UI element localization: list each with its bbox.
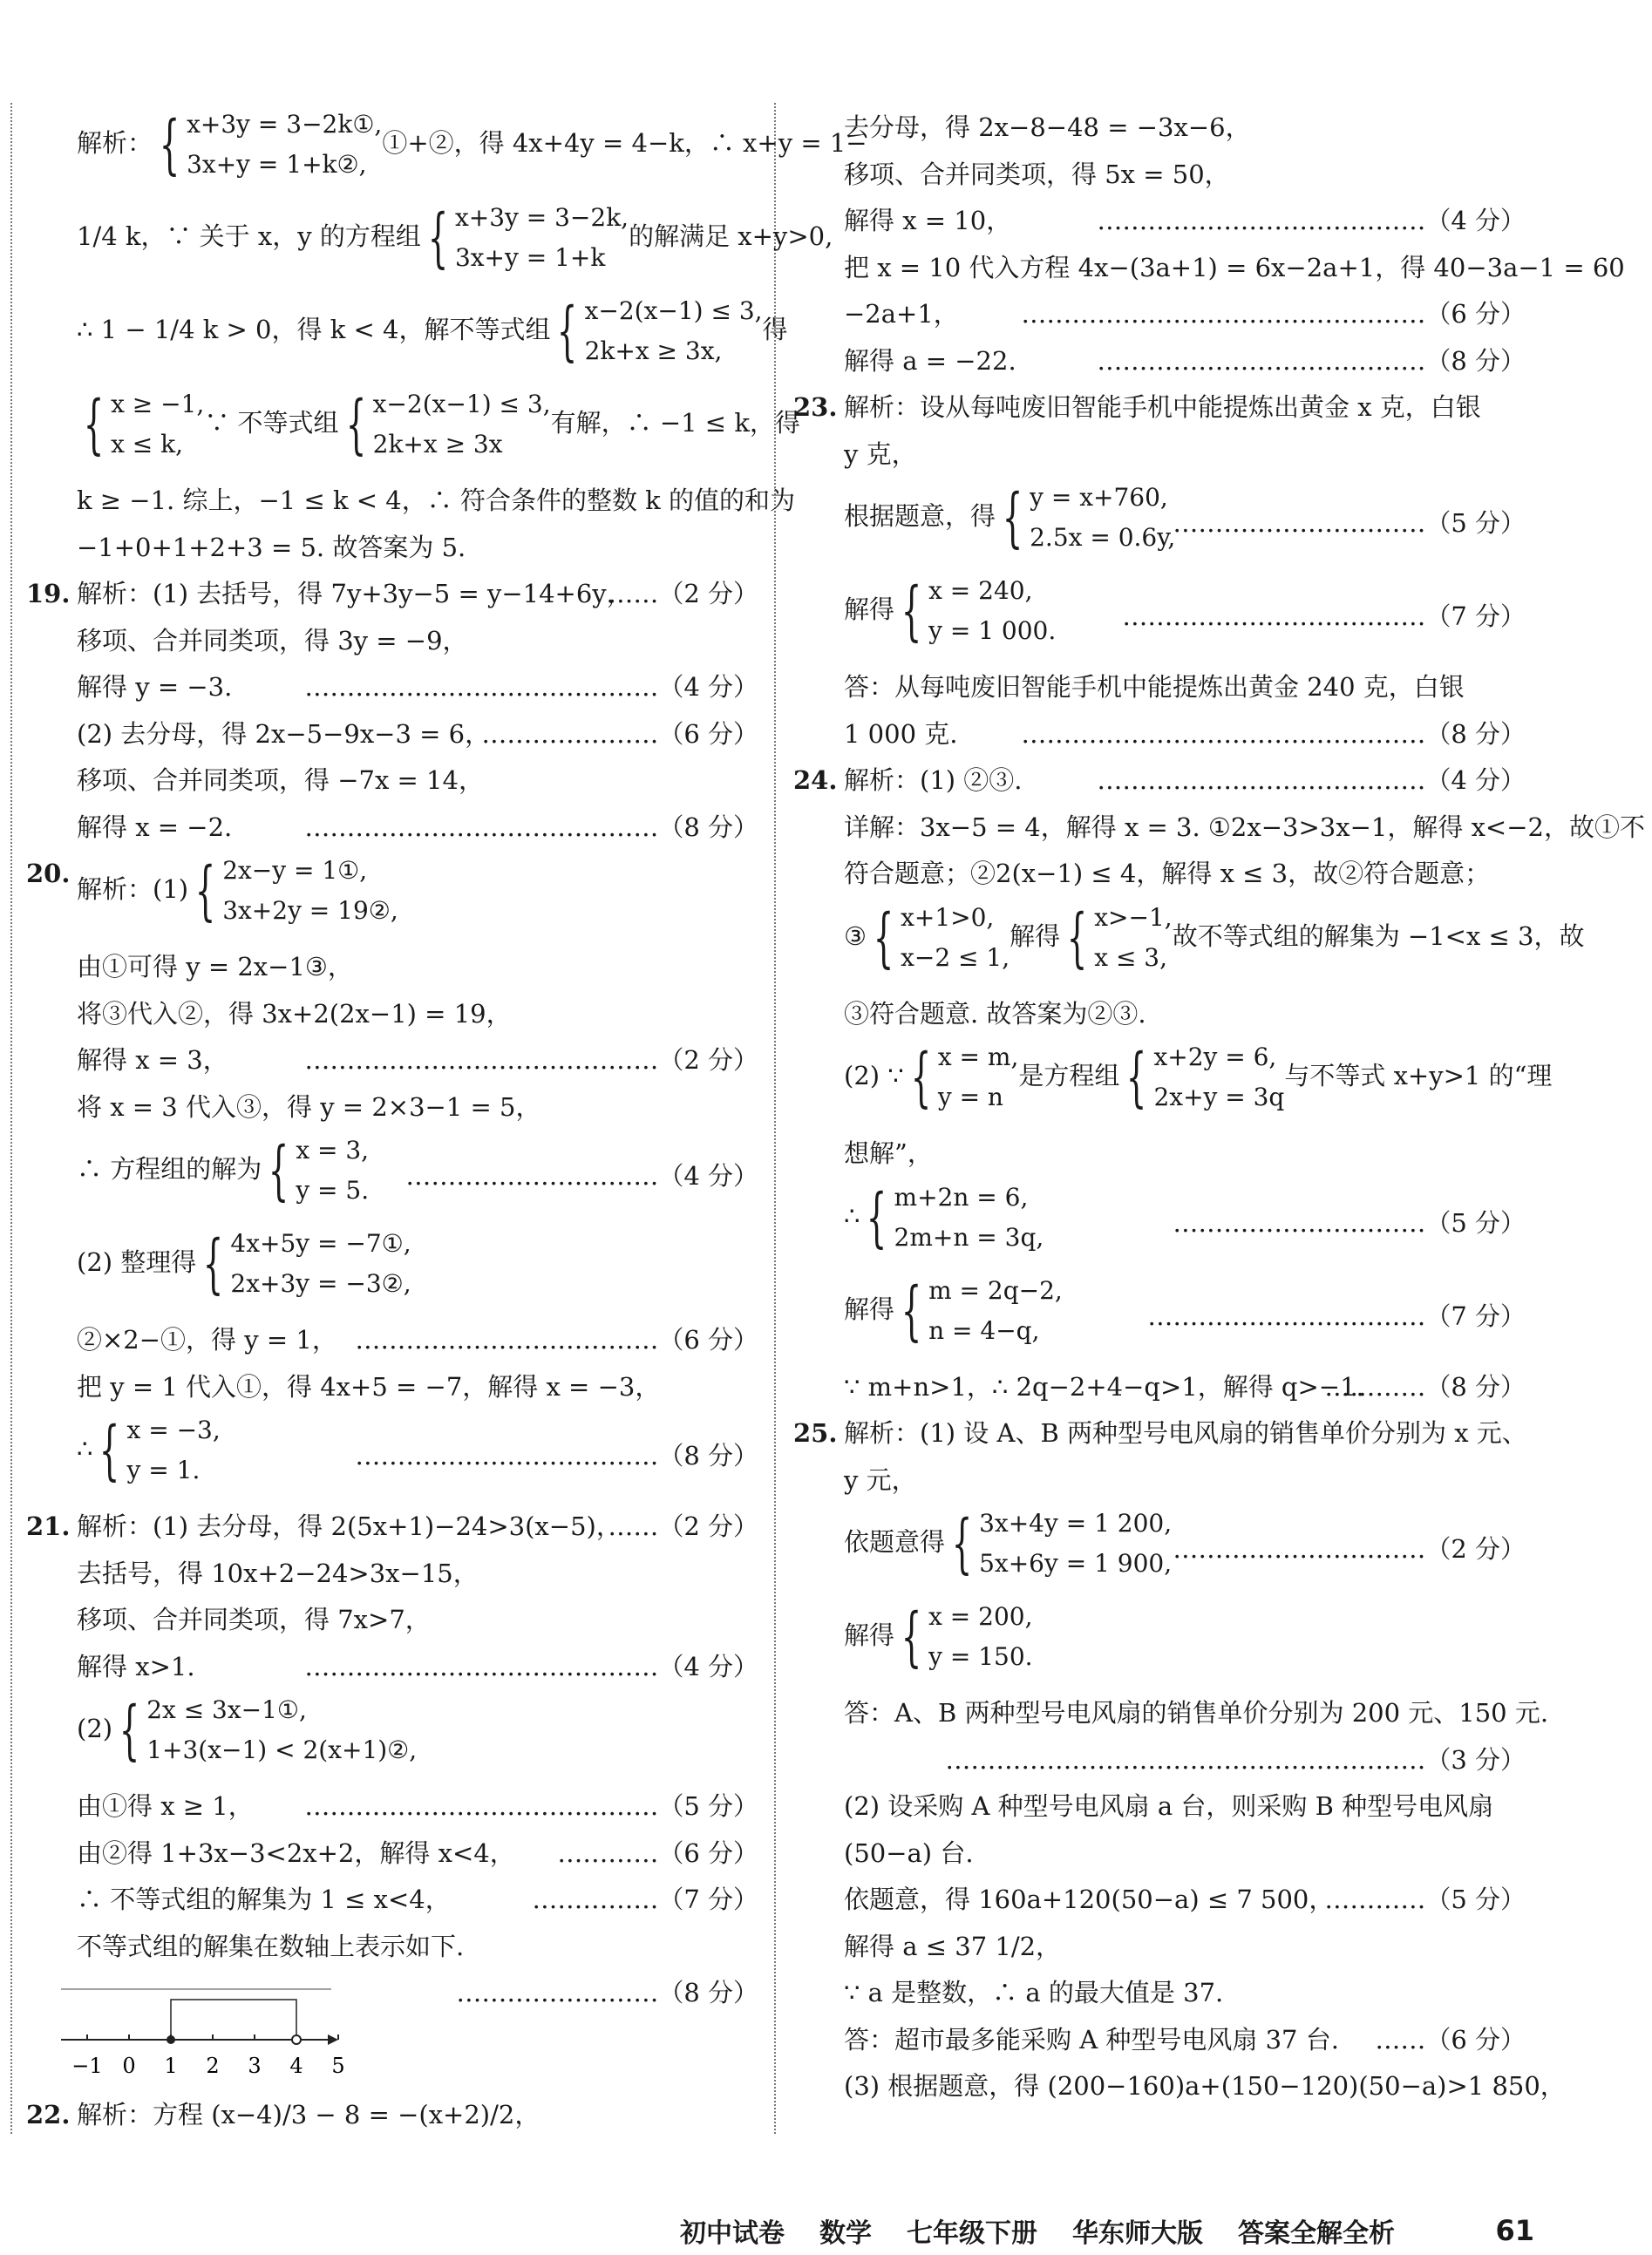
- answer-text: ∴: [844, 1200, 860, 1231]
- answer-line: [26, 805, 758, 852]
- question-number: 21.: [26, 1511, 71, 1541]
- answer-text: 依题意，得 160a+120(50−a) ≤ 7 500，: [844, 1885, 1335, 1914]
- left-margin-rule: [10, 103, 12, 2134]
- score-points: ……（6 分）: [1375, 2024, 1526, 2055]
- equation-system: [996, 478, 1175, 558]
- answer-text: ∴ 方程组的解为: [77, 1154, 262, 1184]
- score-points: ……………………（8 分）: [456, 1978, 758, 2007]
- answer-text: 移项、合并同类项，得 7x>7，: [77, 1605, 431, 1634]
- score-points: ……………………………………（4 分）: [304, 672, 758, 702]
- system-rows: [1153, 1037, 1284, 1117]
- footer-grade: 七年级下册: [907, 2218, 1037, 2249]
- answer-text: 解得: [1010, 920, 1061, 951]
- system-rows: [373, 384, 551, 465]
- answer-text: 1/4 k，∵ 关于 x，y 的方程组: [77, 221, 421, 251]
- system-row: m = 2q−2,: [928, 1275, 1063, 1305]
- brace-symbol: {: [194, 853, 216, 928]
- answer-text: ∴ 1 − 1/4 k > 0，得 k < 4，解不等式组: [77, 315, 551, 344]
- answer-line: [26, 1690, 758, 1783]
- answer-text: 得: [762, 315, 788, 344]
- system-row: y = 5.: [296, 1176, 370, 1205]
- score-points: …………（6 分）: [557, 1837, 758, 1868]
- system-row: x−2(x−1) ≤ 3,: [584, 296, 763, 325]
- score-points: ……………………………………（4 分）: [304, 1651, 758, 1681]
- answer-line: [26, 1877, 758, 1924]
- question-number: 19.: [26, 579, 71, 608]
- equation-system: [112, 1690, 417, 1770]
- system-row: x ≤ 3,: [1094, 942, 1168, 972]
- axis-tick-label: 1: [164, 2054, 178, 2078]
- answer-text: (50−a) 台.: [844, 1837, 974, 1868]
- answer-line: [26, 944, 758, 991]
- answer-line: [26, 664, 758, 711]
- system-rows: [230, 1224, 411, 1304]
- answer-line: [26, 711, 758, 758]
- system-row: 2k+x ≥ 3x,: [584, 336, 723, 365]
- answer-text: 由②得 1+3x−3<2x+2，解得 x<4，: [77, 1837, 515, 1868]
- answer-text: 解析：(1): [77, 874, 189, 904]
- answer-line: [793, 105, 1526, 152]
- answer-text: 解析：设从每吨废旧智能手机中能提炼出黄金 x 克，白银: [844, 392, 1481, 422]
- equation-system: [894, 1271, 1063, 1351]
- page-footer: [680, 2205, 1534, 2255]
- answer-text: 由①可得 y = 2x−1③，: [77, 952, 353, 981]
- system-rows: [222, 851, 398, 931]
- answer-text: 解析：(1) ②③.: [844, 765, 1023, 795]
- score-points: …………………………（4 分）: [405, 1161, 758, 1191]
- brace-symbol: {: [901, 1273, 922, 1348]
- equation-system: [904, 1037, 1019, 1117]
- score-points: …………………………………（4 分）: [1097, 765, 1526, 795]
- answer-line: [793, 1924, 1526, 1971]
- system-rows: [938, 1037, 1019, 1117]
- answer-text: 的解满足 x+y>0,: [629, 221, 833, 251]
- footer-subject: 数学: [819, 2218, 872, 2249]
- answer-line: [793, 1690, 1549, 1737]
- system-row: x+2y = 6,: [1153, 1043, 1277, 1071]
- axis-arrow: [328, 2034, 338, 2045]
- equation-system: [894, 1597, 1033, 1677]
- answer-line: [26, 1131, 758, 1224]
- answer-line: [26, 1410, 758, 1504]
- score-points: …………………………（2 分）: [1173, 1534, 1526, 1564]
- answer-line: [26, 1924, 758, 1971]
- score-points: …………（5 分）: [1324, 1885, 1526, 1914]
- answer-text: 移项、合并同类项，得 −7x = 14，: [77, 765, 484, 795]
- answer-line: [793, 571, 1526, 664]
- answer-text: −1+0+1+2+3 = 5. 故答案为 5.: [77, 532, 466, 562]
- answer-line: [26, 618, 758, 665]
- brace-symbol: {: [427, 200, 449, 275]
- answer-line: [793, 1830, 1526, 1878]
- equation-system: [860, 1178, 1044, 1258]
- system-rows: [296, 1131, 369, 1211]
- equation-system: [550, 291, 762, 371]
- answer-text: 与不等式 x+y>1 的“理: [1284, 1061, 1553, 1090]
- number-line: [61, 1970, 345, 2092]
- answer-text: 解析：(1) 去括号，得 7y+3y−5 = y−14+6y，: [77, 579, 632, 608]
- system-rows: [901, 898, 1010, 978]
- answer-line: [26, 198, 833, 291]
- question-number: 25.: [793, 1418, 838, 1448]
- answer-text: 详解：3x−5 = 4，解得 x = 3. ①2x−3>3x−1，解得 x<−2，故①不: [844, 812, 1645, 842]
- answer-text: ∴ 不等式组的解集为 1 ≤ x<4，: [77, 1885, 451, 1914]
- system-rows: [146, 1690, 417, 1770]
- answer-text: 把 x = 10 代入方程 4x−(3a+1) = 6x−2a+1，得 40−3a−1 = 60: [844, 252, 1625, 282]
- answer-line: [26, 571, 758, 618]
- brace-symbol: {: [99, 1413, 120, 1488]
- system-row: y = 150.: [928, 1642, 1033, 1671]
- system-rows: [928, 571, 1056, 651]
- answer-line: [26, 1037, 758, 1084]
- answer-line: [793, 1877, 1526, 1924]
- answer-line: [26, 291, 788, 384]
- answer-line: [26, 525, 758, 572]
- answer-text: y 元，: [844, 1464, 917, 1495]
- answer-line: [26, 1783, 758, 1830]
- score-points: …………………………………………………（3 分）: [945, 1744, 1526, 1775]
- system-row: 5x+6y = 1 900,: [979, 1549, 1173, 1578]
- answer-text: 答：从每吨废旧智能手机中能提炼出黄金 240 克，白银: [844, 672, 1465, 702]
- answer-line: [793, 1737, 1526, 1784]
- question-number: 22.: [26, 2100, 71, 2129]
- brace-symbol: {: [345, 387, 366, 462]
- answer-line: [26, 478, 795, 525]
- axis-tick-label: 2: [206, 2054, 220, 2078]
- answer-text: ②×2−①，得 y = 1，: [77, 1325, 337, 1355]
- answer-text: ∵ a 是整数，∴ a 的最大值是 37.: [844, 1978, 1224, 2007]
- system-row: 2x ≤ 3x−1①,: [146, 1695, 307, 1724]
- answer-text: ∴: [77, 1434, 93, 1464]
- system-rows: [894, 1178, 1044, 1258]
- score-points: ……………………………………（5 分）: [304, 1791, 758, 1821]
- answer-line: [793, 338, 1526, 385]
- system-row: 2x+3y = −3②,: [230, 1269, 411, 1298]
- brace-symbol: {: [1126, 1040, 1147, 1115]
- answer-line: [793, 245, 1625, 292]
- answer-text: ①+②，得 4x+4y = 4−k，∴ x+y = 1−: [382, 128, 867, 158]
- system-row: x = 3,: [296, 1136, 370, 1165]
- question-number: 24.: [793, 765, 838, 795]
- answer-line: [793, 757, 1526, 805]
- answer-line: [26, 1504, 758, 1551]
- equation-system: [188, 851, 398, 931]
- system-row: n = 4−q,: [928, 1315, 1040, 1345]
- axis-tick-label: 5: [331, 2054, 345, 2078]
- answer-text: 由①得 x ≥ 1，: [77, 1791, 254, 1821]
- answer-line: [793, 711, 1526, 758]
- equation-system: [196, 1224, 411, 1304]
- answer-line: [793, 1970, 1526, 2017]
- equation-system: [1119, 1037, 1284, 1117]
- answer-text: 解得 x = −2.: [77, 812, 233, 842]
- score-points: ……………………………………（2 分）: [304, 1045, 758, 1075]
- answer-line: [26, 851, 758, 944]
- equation-system: [945, 1504, 1172, 1584]
- answer-text: 答：A、B 两种型号电风扇的销售单价分别为 200 元、150 元.: [844, 1698, 1549, 1728]
- system-row: x = 240,: [928, 576, 1033, 605]
- answer-line: [26, 1830, 758, 1878]
- system-row: x = 200,: [928, 1602, 1033, 1631]
- system-row: 2m+n = 3q,: [894, 1222, 1044, 1252]
- answer-text: 符合题意；②2(x−1) ≤ 4，解得 x ≤ 3，故②符合题意；: [844, 859, 1491, 888]
- answer-line: [793, 1178, 1526, 1271]
- score-points: ………………………………（8 分）: [355, 1441, 758, 1471]
- equation-system: [262, 1131, 369, 1211]
- answer-text: (3) 根据题意，得 (200−160)a+(150−120)(50−a)>1 850，: [844, 2071, 1566, 2101]
- system-row: x+3y = 3−2k,: [454, 203, 629, 232]
- answer-line: [26, 991, 758, 1038]
- score-points: …………………………………………（8 分）: [1021, 718, 1526, 749]
- score-points: …………………（6 分）: [481, 718, 758, 749]
- answer-line: [793, 1504, 1526, 1597]
- answer-text: 答：超市最多能采购 A 种型号电风扇 37 台.: [844, 2024, 1339, 2055]
- answer-text: 想解”，: [844, 1138, 933, 1168]
- system-row: x>−1,: [1094, 902, 1173, 932]
- answer-line: [793, 664, 1526, 711]
- open-endpoint: [292, 2035, 301, 2044]
- answer-text: 解析：(1) 设 A、B 两种型号电风扇的销售单价分别为 x 元、: [844, 1418, 1527, 1448]
- score-points: ………………………………（7 分）: [1122, 601, 1526, 631]
- answer-text: 1 000 克.: [844, 718, 958, 749]
- answer-text: 解得: [844, 1620, 895, 1650]
- system-row: x ≥ −1,: [111, 390, 205, 418]
- answer-text: 解得 y = −3.: [77, 672, 233, 702]
- answer-text: 解得 x = 10，: [844, 206, 1012, 235]
- brace-symbol: {: [901, 1600, 922, 1674]
- axis-tick-label: 0: [122, 2054, 136, 2078]
- answer-line: [793, 431, 1526, 479]
- answer-text: (2) 去分母，得 2x−5−9x−3 = 6，: [77, 718, 491, 749]
- answer-text: 解得 a = −22.: [844, 345, 1016, 376]
- answer-text: 不等式组的解集在数轴上表示如下.: [77, 1931, 465, 1961]
- system-rows: [585, 291, 763, 371]
- equation-system: [1060, 898, 1173, 978]
- answer-text: ③符合题意. 故答案为②③.: [844, 998, 1146, 1029]
- answer-text: −2a+1，: [844, 299, 959, 329]
- equation-system: [894, 571, 1056, 651]
- answer-line: [26, 1364, 758, 1411]
- equation-system: [867, 898, 1010, 978]
- system-row: x−2 ≤ 1,: [901, 942, 1010, 972]
- answer-line: [793, 851, 1526, 898]
- brace-symbol: {: [910, 1040, 932, 1115]
- answer-line: [793, 1597, 1526, 1690]
- brace-symbol: {: [119, 1693, 140, 1768]
- answer-line: [26, 1597, 758, 1644]
- answer-text: 去分母，得 2x−8−48 = −3x−6，: [844, 112, 1251, 142]
- brace-symbol: {: [873, 900, 894, 975]
- footer-series: 初中试卷: [680, 2218, 785, 2249]
- answer-text: 是方程组: [1018, 1061, 1120, 1090]
- system-row: 3x+y = 1+k: [454, 243, 606, 272]
- answer-text: 移项、合并同类项，得 5x = 50，: [844, 159, 1230, 189]
- score-points: ……………………………………（8 分）: [304, 812, 758, 842]
- score-points: …………（8 分）: [1324, 1371, 1526, 1402]
- question-number: 23.: [793, 392, 838, 422]
- score-points: …………………………（5 分）: [1173, 508, 1526, 538]
- system-rows: [1094, 898, 1172, 978]
- system-row: 3x+2y = 19②,: [222, 896, 398, 925]
- answer-line: [26, 1644, 758, 1691]
- answer-text: 移项、合并同类项，得 3y = −9，: [77, 625, 468, 655]
- answer-line: [26, 1317, 758, 1364]
- answer-line: [793, 1783, 1526, 1830]
- score-points: ……………………………（7 分）: [1147, 1301, 1526, 1331]
- answer-line: [793, 805, 1645, 852]
- score-points: ……（2 分）: [608, 1511, 758, 1541]
- brace-symbol: {: [159, 107, 180, 182]
- score-points: …………………………………（4 分）: [1097, 206, 1526, 235]
- answer-text: 去括号，得 10x+2−24>3x−15，: [77, 1558, 479, 1588]
- answer-line: [26, 1970, 758, 2092]
- system-row: x−2(x−1) ≤ 3,: [372, 390, 551, 418]
- system-row: x+1>0,: [901, 902, 995, 932]
- equation-system: [77, 384, 204, 465]
- answer-line: [26, 1224, 758, 1317]
- answer-line: [793, 2063, 1566, 2110]
- answer-line: [793, 384, 1526, 431]
- system-row: y = x+760,: [1030, 483, 1168, 512]
- answer-line: [793, 991, 1526, 1038]
- question-number: 20.: [26, 859, 71, 888]
- answer-text: 根据题意，得: [844, 501, 996, 531]
- answer-text: (2) ∵: [844, 1061, 904, 1090]
- system-rows: [928, 1271, 1063, 1351]
- score-points: ………………………………（6 分）: [355, 1325, 758, 1355]
- answer-text: 解得: [844, 1294, 895, 1324]
- system-rows: [455, 198, 629, 278]
- answer-line: [793, 1457, 1526, 1504]
- brace-symbol: {: [951, 1506, 973, 1581]
- system-row: 2.5x = 0.6y,: [1030, 523, 1176, 552]
- axis-tick-label: 3: [248, 2054, 262, 2078]
- page-number: 61: [1495, 2213, 1534, 2247]
- answer-text: y 克，: [844, 438, 917, 469]
- system-row: x+3y = 3−2k①,: [187, 110, 383, 139]
- brace-symbol: {: [83, 387, 105, 462]
- answer-line: [793, 1271, 1526, 1364]
- answer-text: ∵ 不等式组: [204, 408, 339, 438]
- axis-tick-label: 4: [289, 2054, 303, 2078]
- answer-line: [793, 2017, 1526, 2064]
- answer-text: 有解，∴ −1 ≤ k，得: [550, 408, 800, 438]
- answer-text: (2): [77, 1714, 113, 1743]
- answer-text: 将③代入②，得 3x+2(2x−1) = 19，: [77, 998, 512, 1029]
- brace-symbol: {: [268, 1133, 289, 1208]
- brace-symbol: {: [557, 294, 578, 369]
- answer-line: [793, 478, 1526, 571]
- answer-line: [793, 1364, 1526, 1411]
- right-column: [793, 105, 1645, 2110]
- answer-line: [26, 1551, 758, 1598]
- brace-symbol: {: [1002, 480, 1023, 555]
- answer-line: [26, 2092, 758, 2139]
- answer-text: 解得 x = 3，: [77, 1045, 228, 1075]
- answer-line: [793, 898, 1585, 991]
- answer-line: [26, 105, 867, 198]
- system-row: x = −3,: [126, 1416, 221, 1444]
- equation-system: [153, 105, 382, 185]
- answer-text: 解得 a ≤ 37 1/2，: [844, 1931, 1062, 1961]
- answer-text: 解析：: [77, 128, 153, 158]
- answer-text: 解析：方程 (x−4)/3 − 8 = −(x+2)/2，: [77, 2100, 540, 2129]
- axis-tick-label: −1: [71, 2054, 103, 2078]
- answer-line: [793, 198, 1526, 245]
- answer-text: 把 y = 1 代入①，得 4x+5 = −7，解得 x = −3，: [77, 1371, 661, 1402]
- answer-text: (2) 设采购 A 种型号电风扇 a 台，则采购 B 种型号电风扇: [844, 1791, 1494, 1821]
- answer-text: 解得: [844, 594, 895, 624]
- brace-symbol: {: [1066, 900, 1088, 975]
- answer-text: 将 x = 3 代入③，得 y = 2×3−1 = 5，: [77, 1091, 541, 1122]
- system-row: 2x+y = 3q: [1153, 1083, 1285, 1111]
- answer-line: [793, 1131, 1526, 1178]
- answer-line: [26, 757, 758, 805]
- score-points: ……………（7 分）: [532, 1885, 758, 1914]
- answer-text: 解得 x>1.: [77, 1651, 195, 1681]
- score-points: …………………………………………（6 分）: [1021, 299, 1526, 329]
- system-row: 4x+5y = −7①,: [230, 1229, 411, 1258]
- score-points: …………………………（5 分）: [1173, 1207, 1526, 1238]
- brace-symbol: {: [203, 1226, 224, 1301]
- system-row: m+2n = 6,: [894, 1182, 1029, 1212]
- system-row: x ≤ k,: [111, 430, 184, 458]
- system-rows: [928, 1597, 1032, 1677]
- system-rows: [111, 384, 204, 465]
- system-rows: [187, 105, 382, 185]
- system-rows: [979, 1504, 1172, 1584]
- answer-text: (2) 整理得: [77, 1247, 197, 1277]
- system-row: y = 1 000.: [928, 616, 1057, 645]
- footer-edition: 华东师大版: [1072, 2218, 1203, 2249]
- equation-system: [339, 384, 551, 465]
- system-row: y = 1.: [126, 1456, 201, 1484]
- answer-line: [793, 1410, 1526, 1457]
- system-row: 2k+x ≥ 3x: [372, 430, 503, 458]
- score-points: ……（2 分）: [608, 579, 758, 608]
- answer-line: [793, 291, 1526, 338]
- answer-line: [793, 1037, 1553, 1131]
- brace-symbol: {: [901, 574, 922, 649]
- system-row: 3x+y = 1+k②,: [187, 150, 367, 179]
- answer-text: 依题意得: [844, 1527, 946, 1557]
- answer-line: [26, 1084, 758, 1131]
- score-points: …………………………………（8 分）: [1097, 345, 1526, 376]
- system-rows: [127, 1410, 221, 1491]
- answer-line: [26, 384, 800, 478]
- answer-text: ∵ m+n>1，∴ 2q−2+4−q>1，解得 q>−1.: [844, 1371, 1364, 1402]
- answer-line: [793, 152, 1526, 199]
- system-row: 2x−y = 1①,: [222, 856, 368, 885]
- answer-text: 解析：(1) 去分母，得 2(5x+1)−24>3(x−5)，: [77, 1511, 622, 1541]
- left-column: [26, 105, 867, 2139]
- answer-text: k ≥ −1. 综上，−1 ≤ k < 4，∴ 符合条件的整数 k 的值的和为: [77, 486, 795, 515]
- system-row: y = n: [937, 1083, 1003, 1111]
- closed-endpoint: [167, 2035, 175, 2044]
- solution-interval: [171, 2000, 296, 2040]
- equation-system: [92, 1410, 220, 1491]
- brace-symbol: {: [867, 1179, 887, 1255]
- system-rows: [1030, 478, 1175, 558]
- footer-section: 答案全解全析: [1238, 2218, 1395, 2249]
- answer-text: ③: [844, 920, 867, 951]
- system-row: 1+3(x−1) < 2(x+1)②,: [146, 1735, 418, 1764]
- system-row: 3x+4y = 1 200,: [979, 1509, 1173, 1538]
- answer-text: 故不等式组的解集为 −1<x ≤ 3，故: [1172, 920, 1585, 951]
- system-row: x = m,: [937, 1043, 1019, 1071]
- equation-system: [421, 198, 629, 278]
